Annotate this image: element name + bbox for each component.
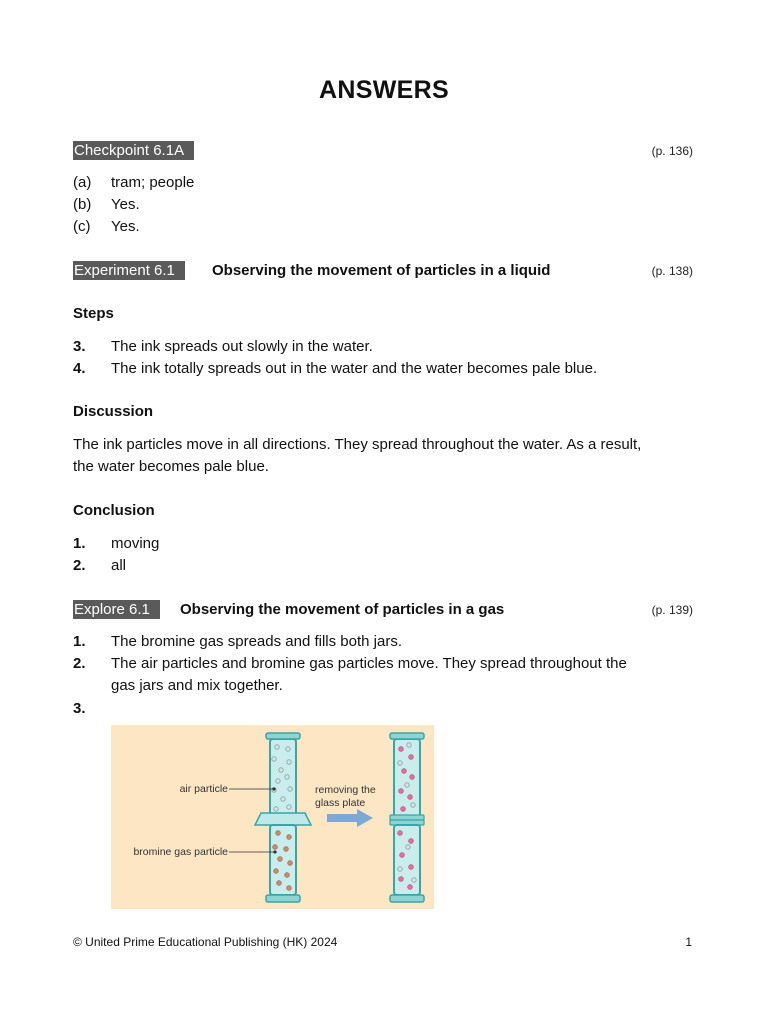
checkpoint-page-ref: (p. 136)	[651, 144, 693, 158]
explore-number: 3.	[73, 700, 86, 717]
item-text: tram; people	[111, 174, 195, 191]
experiment-tag: Experiment 6.1	[73, 261, 185, 280]
item-label: (a)	[73, 174, 92, 191]
steps-heading: Steps	[73, 305, 114, 322]
experiment-header	[73, 261, 693, 281]
air-leader-dot	[272, 787, 275, 790]
step-text: The ink spreads out slowly in the water.	[111, 338, 373, 355]
explore-text: The bromine gas spreads and fills both jars.	[111, 633, 402, 650]
step-text: The ink totally spreads out in the water and the water becomes pale blue.	[111, 360, 598, 377]
action-label-line1: removing the	[315, 784, 376, 796]
explore-text: The air particles and bromine gas particles move. They spread throughout the	[111, 655, 627, 672]
item-label: (b)	[73, 196, 92, 213]
right-lower-jar	[390, 820, 424, 902]
glass-plate	[255, 813, 311, 825]
conclusion-number: 2.	[73, 557, 86, 574]
left-upper-jar	[266, 733, 300, 819]
item-text: Yes.	[111, 196, 140, 213]
explore-page-ref: (p. 139)	[651, 603, 693, 617]
explore-header	[73, 600, 693, 620]
left-lower-jar	[266, 825, 300, 902]
checkpoint-tag: Checkpoint 6.1A	[73, 141, 194, 160]
copyright: © United Prime Educational Publishing (HK) 2024	[73, 935, 338, 949]
checkpoint-header	[73, 141, 693, 161]
item-label: (c)	[73, 218, 91, 235]
action-label-line2: glass plate	[315, 797, 366, 809]
explore-text-continued: gas jars and mix together.	[111, 677, 283, 694]
conclusion-heading: Conclusion	[73, 502, 155, 519]
item-text: Yes.	[111, 218, 140, 235]
discussion-heading: Discussion	[73, 403, 154, 420]
explore-tag: Explore 6.1	[73, 600, 160, 619]
discussion-line: The ink particles move in all directions. They spread throughout the water. As a result,	[73, 436, 642, 453]
bromine-leader-dot	[273, 850, 276, 853]
explore-title: Observing the movement of particles in a gas	[180, 601, 505, 618]
conclusion-text: all	[111, 557, 127, 574]
experiment-title: Observing the movement of particles in a liquid	[212, 262, 551, 279]
step-number: 3.	[73, 338, 86, 355]
experiment-page-ref: (p. 138)	[651, 264, 693, 278]
air-particle-label: air particle	[179, 783, 228, 795]
page-number: 1	[685, 935, 692, 949]
explore-number: 2.	[73, 655, 86, 672]
conclusion-number: 1.	[73, 535, 86, 552]
step-number: 4.	[73, 360, 86, 377]
gas-jars-diagram	[111, 725, 434, 909]
page-title: ANSWERS	[319, 76, 449, 104]
conclusion-text: moving	[111, 535, 160, 552]
bromine-particle-label: bromine gas particle	[133, 846, 228, 858]
explore-number: 1.	[73, 633, 86, 650]
discussion-line: the water becomes pale blue.	[73, 458, 269, 475]
